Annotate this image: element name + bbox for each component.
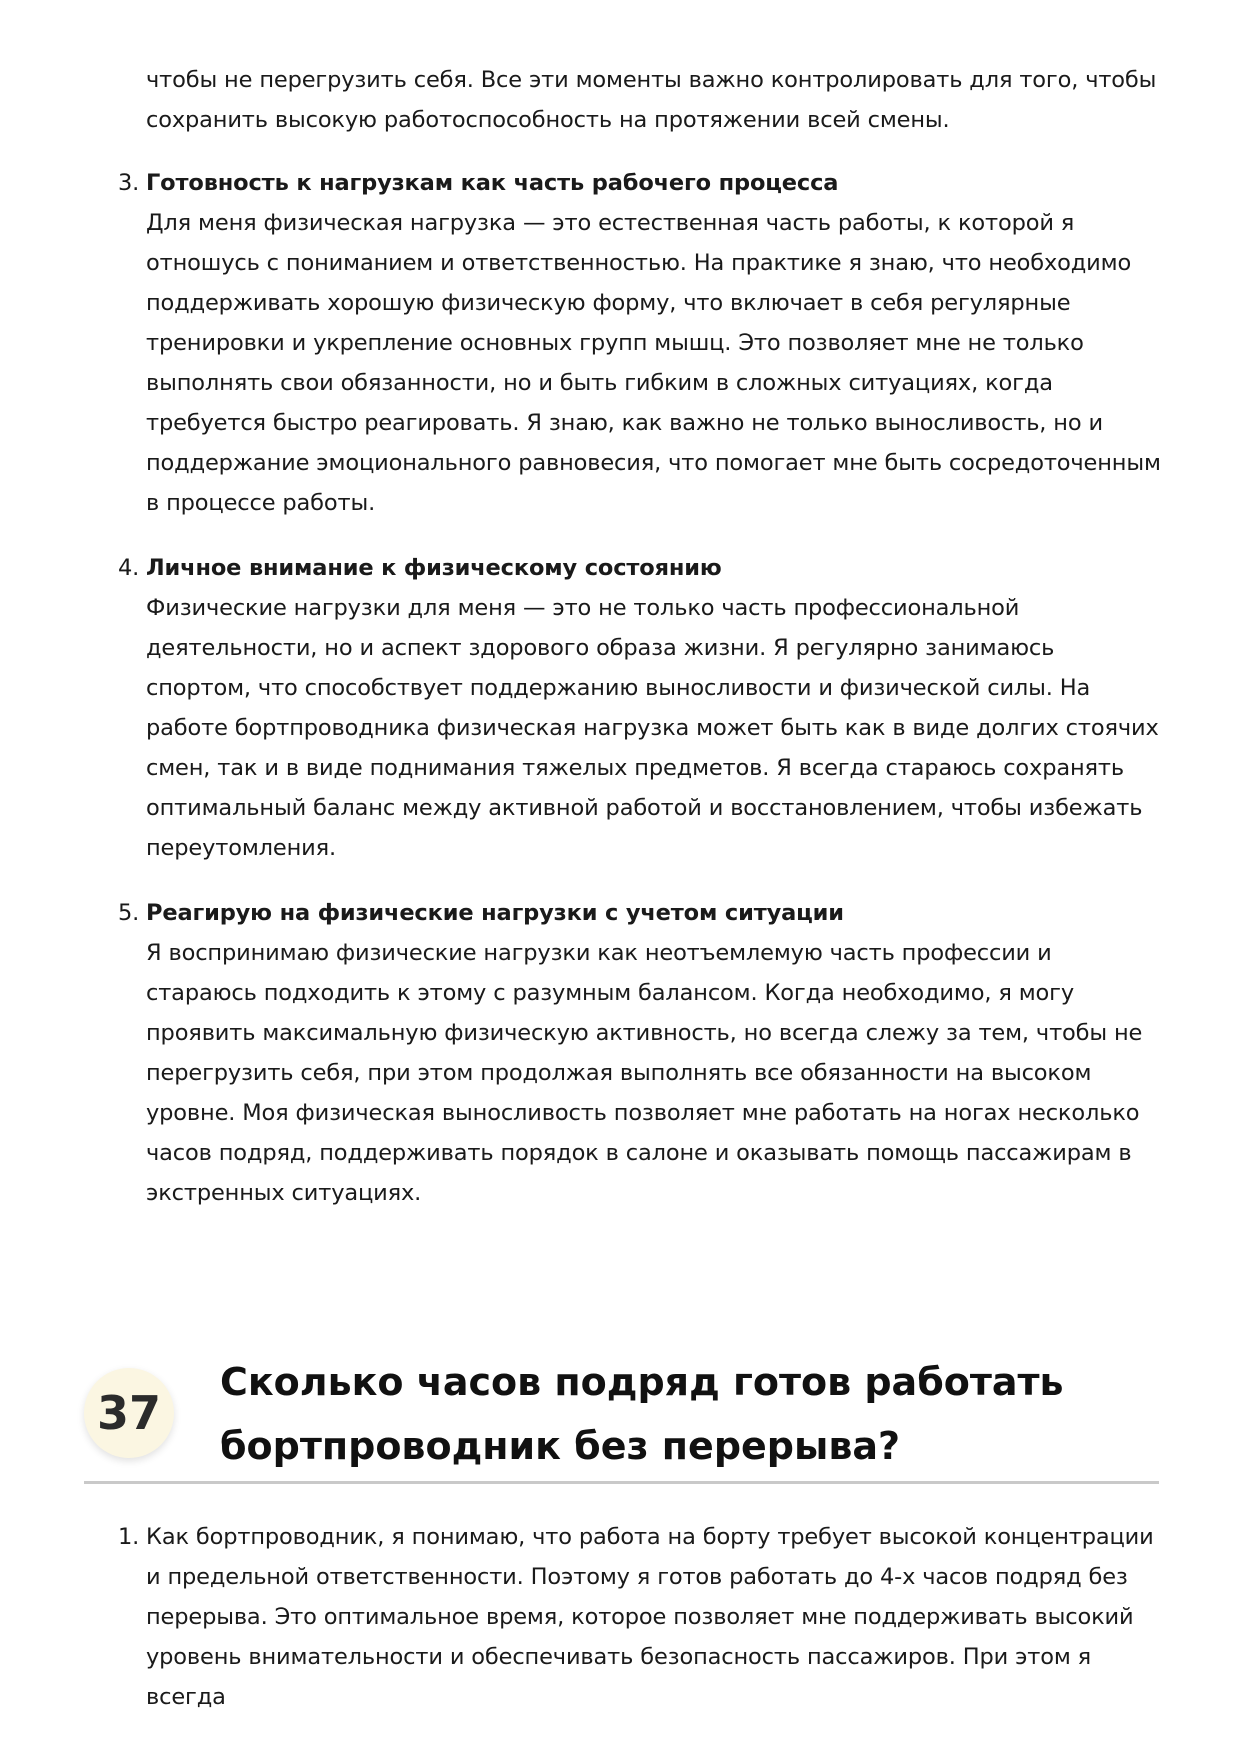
item-body: Физические нагрузки для меня — это не только часть профессиональной деятельности, но и аспект здорового образа жизни. Я регулярно занимаюсь спортом, что способствует поддержанию выносливости и физической силы. На работе бортпроводника физическая нагрузка может быть как в виде долгих стоячих смен, так и в виде поднимания тяжелых предметов. Я всегда стараюсь сохранять оптимальный баланс между активной работой и восстановлением, чтобы избежать переутомления.	[146, 595, 1159, 861]
item-body: Как бортпроводник, я понимаю, что работа на борту требует высокой концентрации и предельной ответственности. Поэтому я готов работать до 4-х часов подряд без перерыва. Это оптимальное время, которое позволяет мне поддерживать высокий уровень внимательности и обеспечивать безопасность пассажиров. При этом я всегда	[146, 1524, 1154, 1710]
item-number: 4.	[118, 555, 140, 581]
item-title: Реагирую на физические нагрузки с учетом ситуации	[146, 900, 844, 926]
list-item	[118, 1517, 1166, 1717]
item-number: 5.	[118, 900, 140, 926]
list-item	[118, 893, 1166, 1213]
item-title: Личное внимание к физическому состоянию	[146, 555, 722, 581]
item-body: Я воспринимаю физические нагрузки как неотъемлемую часть профессии и стараюсь подходить к этому с разумным балансом. Когда необходимо, я могу проявить максимальную физическую активность, но всегда слежу за тем, чтобы не перегрузить себя, при этом продолжая выполнять все обязанности на высоком уровне. Моя физическая выносливость позволяет мне работать на ногах несколько часов подряд, поддерживать порядок в салоне и оказывать помощь пассажирам в экстренных ситуациях.	[146, 940, 1143, 1206]
answer-list	[118, 163, 1166, 1238]
question-title: Сколько часов подряд готов работать бортпроводник без перерыва?	[220, 1360, 1064, 1468]
section-divider	[84, 1481, 1159, 1484]
question-number-badge: 37	[84, 1368, 174, 1458]
item-body: Для меня физическая нагрузка — это естественная часть работы, к которой я отношусь с пониманием и ответственностью. На практике я знаю, что необходимо поддерживать хорошую физическую форму, что включает в себя регулярные тренировки и укрепление основных групп мышц. Это позволяет мне не только выполнять свои обязанности, но и быть гибким в сложных ситуациях, когда требуется быстро реагировать. Я знаю, как важно не только выносливость, но и поддержание эмоционального равновесия, что помогает мне быть сосредоточенным в процессе работы.	[146, 210, 1161, 516]
item-number: 3.	[118, 170, 140, 196]
answer-list	[118, 1517, 1166, 1742]
list-item	[118, 163, 1166, 523]
continued-paragraph: чтобы не перегрузить себя. Все эти моменты важно контролировать для того, чтобы сохранить высокую работоспособность на протяжении всей смены.	[146, 67, 1157, 133]
list-item	[118, 548, 1166, 868]
item-number: 1.	[118, 1524, 140, 1550]
item-title: Готовность к нагрузкам как часть рабочего процесса	[146, 170, 839, 196]
